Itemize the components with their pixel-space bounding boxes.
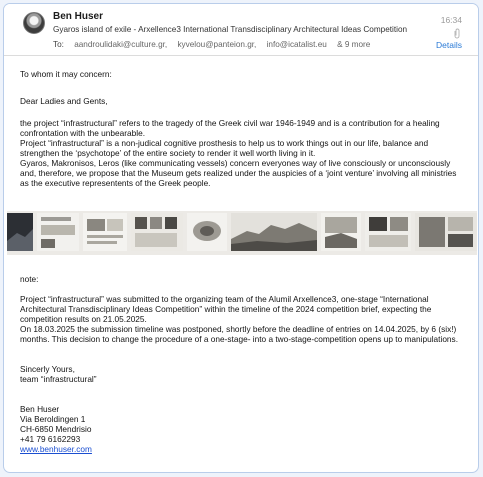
paragraph: Project “infrastructural” was submitted to the organizing team of the Alumil Arxellence3, one-stage “International Architectural Transdisciplinary Ideas Competition” within the timeline of the 2024 competition brief, expecting the competition results on 21.05.2025. (20, 294, 434, 324)
recipients-line (53, 40, 370, 49)
timestamp: 16:34 (440, 15, 462, 25)
details-link[interactable]: Details (436, 40, 462, 50)
email-body-continued (20, 274, 465, 454)
note-label: note: (20, 274, 39, 284)
email-subject: Gyaros island of exile - Arxellence3 International Transdisciplinary Architectural Ideas Competition (53, 25, 408, 34)
paragraph: Gyaros, Makronisos, Leros (like communicating vessels) concern everyones way of live consciously or unconsciously and, therefore, we propose that the Museum gets realized under the auspicies of a ‘joint venture’ involving all ministries as the executive representents of the Greek people. (20, 158, 459, 188)
avatar[interactable] (23, 12, 45, 34)
paragraph: Project “infrastructural” is a non-judical cognitive prosthesis to help us to work things out in our life, balance and strengthen the ‘psychotope’ of the entire society to render it well worth living in it. (20, 138, 431, 158)
closing: Sincerly Yours, (20, 364, 75, 374)
website-link[interactable]: www.benhuser.com (20, 444, 92, 454)
project-panel-image[interactable] (7, 211, 477, 255)
paragraph: On 18.03.2025 the submission timeline was postponed, shortly before the deadline of entries on 14.04.2025, by 6 (six!) months. This decision to change the procedure of a one-stage- into a two-stage-competition opens up to manipulations. (20, 324, 459, 344)
sender-name[interactable]: Ben Huser (53, 11, 104, 22)
email-window (3, 3, 479, 473)
salutation: Dear Ladies and Gents, (20, 96, 108, 106)
greeting-line: To whom it may concern: (20, 69, 112, 79)
project-panels-graphic (7, 211, 477, 255)
email-body (20, 69, 465, 188)
signature-city: CH-6850 Mendrisio (20, 424, 92, 434)
signature-street: Via Beroldingen 1 (20, 414, 86, 424)
paragraph: the project “infrastructural” refers to the tragedy of the Greek civil war 1946-1949 and is a contribution for a healing confrontation with the unbearable. (20, 118, 442, 138)
recipient[interactable]: info@icatalist.eu (266, 40, 327, 49)
more-recipients[interactable]: & 9 more (337, 40, 371, 49)
to-label: To: (53, 40, 64, 49)
signature-phone[interactable]: +41 79 6162293 (20, 434, 81, 444)
team-name: team “infrastructural” (20, 374, 97, 384)
email-header (4, 4, 478, 56)
recipient[interactable]: kyvelou@panteion.gr, (177, 40, 257, 49)
recipient[interactable]: aandroulidaki@culture.gr, (74, 40, 168, 49)
signature-name: Ben Huser (20, 404, 60, 414)
